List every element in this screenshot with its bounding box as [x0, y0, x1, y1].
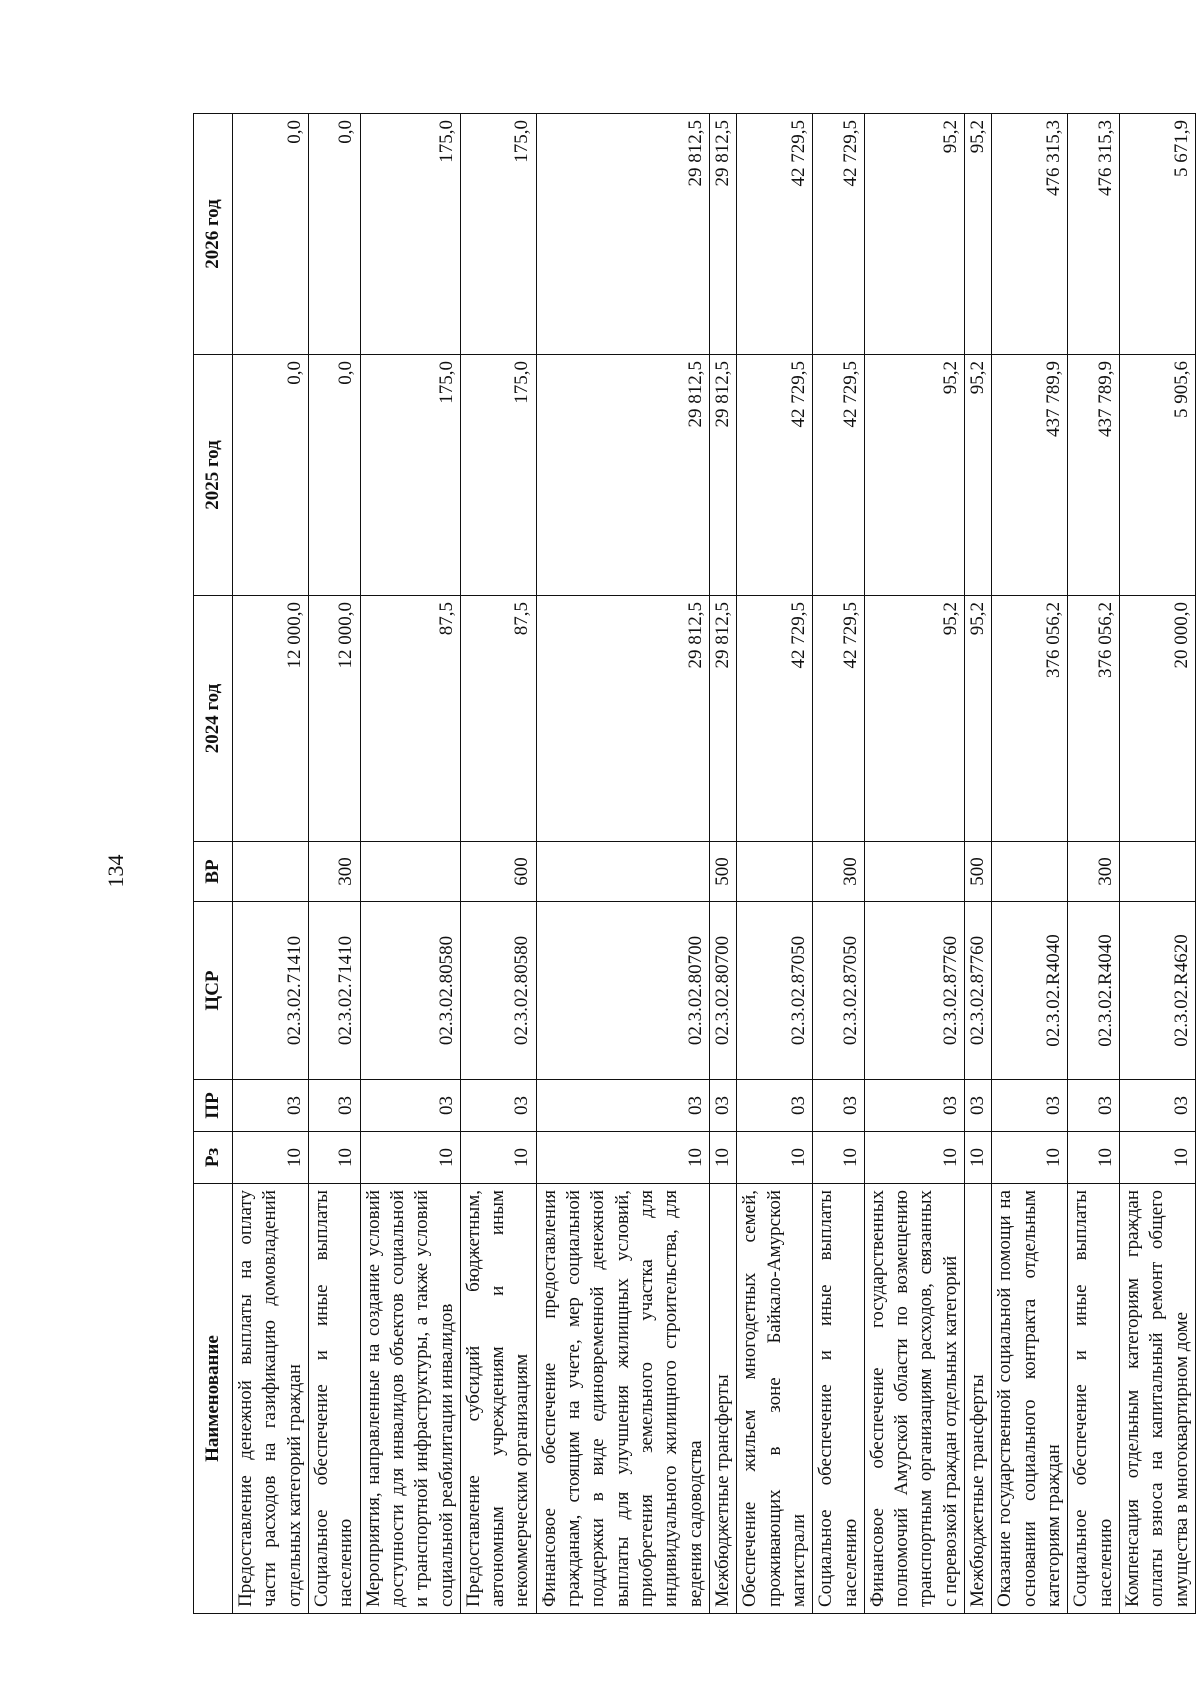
row-rz: 10 [536, 1132, 709, 1184]
row-csr: 02.3.02.71410 [233, 902, 309, 1080]
row-name: Социальное обеспечение и иные выплаты населению [1068, 1184, 1120, 1614]
row-2024: 95,2 [864, 596, 964, 842]
row-rz: 10 [965, 1132, 992, 1184]
row-2026: 5 671,9 [1119, 114, 1195, 355]
row-rz: 10 [233, 1132, 309, 1184]
row-2024: 20 000,0 [1119, 596, 1195, 842]
row-2026: 175,0 [460, 114, 536, 355]
row-2025: 95,2 [864, 355, 964, 596]
row-2024: 376 056,2 [992, 596, 1068, 842]
table-row [813, 114, 865, 1614]
row-name: Компенсация отдельным категориям граждан оплаты взноса на капитальный ремонт общего имущества в многоквартирном доме [1119, 1184, 1195, 1614]
table-row [1068, 114, 1120, 1614]
row-csr: 02.3.02.R4040 [1068, 902, 1120, 1080]
row-pr: 03 [864, 1080, 964, 1132]
row-csr: 02.3.02.R4620 [1119, 902, 1195, 1080]
row-2025: 5 905,6 [1119, 355, 1195, 596]
row-rz: 10 [360, 1132, 460, 1184]
row-csr: 02.3.02.87760 [965, 902, 992, 1080]
table-header-row [194, 114, 233, 1614]
col-header-2026: 2026 год [194, 114, 233, 355]
row-csr: 02.3.02.R4040 [992, 902, 1068, 1080]
row-vr [360, 842, 460, 902]
row-2024: 87,5 [460, 596, 536, 842]
table-row [360, 114, 460, 1614]
row-name: Социальное обеспечение и иные выплаты населению [813, 1184, 865, 1614]
row-name: Социальное обеспечение и иные выплаты населению [308, 1184, 360, 1614]
row-vr: 500 [965, 842, 992, 902]
row-2026: 175,0 [360, 114, 460, 355]
row-2026: 476 315,3 [1068, 114, 1120, 355]
row-pr: 03 [460, 1080, 536, 1132]
row-rz: 10 [813, 1132, 865, 1184]
row-rz: 10 [709, 1132, 736, 1184]
row-2025: 42 729,5 [737, 355, 813, 596]
row-2024: 29 812,5 [536, 596, 709, 842]
row-vr: 300 [308, 842, 360, 902]
col-header-pr: ПР [194, 1080, 233, 1132]
table-row [460, 114, 536, 1614]
row-2025: 42 729,5 [813, 355, 865, 596]
table-row [1119, 114, 1195, 1614]
row-2025: 175,0 [360, 355, 460, 596]
row-2025: 437 789,9 [992, 355, 1068, 596]
row-vr: 500 [709, 842, 736, 902]
row-2025: 0,0 [308, 355, 360, 596]
col-header-2025: 2025 год [194, 355, 233, 596]
row-pr: 03 [965, 1080, 992, 1132]
row-2026: 29 812,5 [536, 114, 709, 355]
col-header-name: Наименование [194, 1184, 233, 1614]
row-vr [536, 842, 709, 902]
row-2026: 42 729,5 [813, 114, 865, 355]
row-csr: 02.3.02.87050 [737, 902, 813, 1080]
row-2026: 476 315,3 [992, 114, 1068, 355]
table-row [965, 114, 992, 1614]
row-pr: 03 [308, 1080, 360, 1132]
row-2024: 87,5 [360, 596, 460, 842]
table-row [308, 114, 360, 1614]
row-2026: 0,0 [308, 114, 360, 355]
row-pr: 03 [1068, 1080, 1120, 1132]
row-2026: 0,0 [233, 114, 309, 355]
row-pr: 03 [536, 1080, 709, 1132]
row-vr [864, 842, 964, 902]
row-vr: 600 [460, 842, 536, 902]
row-name: Финансовое обеспечение государственных полномочий Амурской области по возмещению транспортным организациям расходов, связанных с перевозкой граждан отдельных категорий [864, 1184, 964, 1614]
row-pr: 03 [813, 1080, 865, 1132]
table-row [709, 114, 736, 1614]
page-number: 134 [103, 854, 128, 888]
row-2026: 95,2 [864, 114, 964, 355]
row-csr: 02.3.02.80700 [709, 902, 736, 1080]
row-csr: 02.3.02.71410 [308, 902, 360, 1080]
row-pr: 03 [992, 1080, 1068, 1132]
table-row [992, 114, 1068, 1614]
col-header-rz: Рз [194, 1132, 233, 1184]
row-rz: 10 [1119, 1132, 1195, 1184]
table-row [864, 114, 964, 1614]
row-2024: 95,2 [965, 596, 992, 842]
row-2024: 12 000,0 [233, 596, 309, 842]
row-csr: 02.3.02.87050 [813, 902, 865, 1080]
row-csr: 02.3.02.80580 [360, 902, 460, 1080]
table-row [737, 114, 813, 1614]
col-header-vr: ВР [194, 842, 233, 902]
row-2024: 376 056,2 [1068, 596, 1120, 842]
budget-table [193, 113, 1196, 1614]
row-vr: 300 [813, 842, 865, 902]
row-rz: 10 [308, 1132, 360, 1184]
row-name: Межбюджетные трансферты [965, 1184, 992, 1614]
row-pr: 03 [233, 1080, 309, 1132]
row-vr [233, 842, 309, 902]
row-rz: 10 [992, 1132, 1068, 1184]
row-2026: 29 812,5 [709, 114, 736, 355]
row-2024: 29 812,5 [709, 596, 736, 842]
row-rz: 10 [460, 1132, 536, 1184]
col-header-csr: ЦСР [194, 902, 233, 1080]
table-row [536, 114, 709, 1614]
row-pr: 03 [1119, 1080, 1195, 1132]
row-2024: 12 000,0 [308, 596, 360, 842]
row-vr [992, 842, 1068, 902]
row-2025: 95,2 [965, 355, 992, 596]
table-row [233, 114, 309, 1614]
row-2025: 29 812,5 [536, 355, 709, 596]
row-rz: 10 [864, 1132, 964, 1184]
row-vr [1119, 842, 1195, 902]
row-pr: 03 [360, 1080, 460, 1132]
row-name: Предоставление денежной выплаты на оплату части расходов на газификацию домовладений отдельных категорий граждан [233, 1184, 309, 1614]
row-2025: 29 812,5 [709, 355, 736, 596]
col-header-2024: 2024 год [194, 596, 233, 842]
row-name: Обеспечение жильем многодетных семей, проживающих в зоне Байкало-Амурской магистрали [737, 1184, 813, 1614]
row-vr: 300 [1068, 842, 1120, 902]
row-2024: 42 729,5 [813, 596, 865, 842]
row-rz: 10 [1068, 1132, 1120, 1184]
row-csr: 02.3.02.80700 [536, 902, 709, 1080]
row-2025: 0,0 [233, 355, 309, 596]
row-2026: 42 729,5 [737, 114, 813, 355]
rotated-table-container [193, 114, 1192, 1614]
row-name: Финансовое обеспечение предоставления гражданам, стоящим на учете, мер социальной поддержки в виде единовременной денежной выплаты для улучшения жилищных условий, приобретения земельного участка для индивидуального жилищного строительства, для ведения садоводства [536, 1184, 709, 1614]
row-name: Межбюджетные трансферты [709, 1184, 736, 1614]
row-2026: 95,2 [965, 114, 992, 355]
row-name: Мероприятия, направленные на создание условий доступности для инвалидов объектов социальной и транспортной инфраструктуры, а также условий социальной реабилитации инвалидов [360, 1184, 460, 1614]
row-name: Предоставление субсидий бюджетным, автономным учреждениям и иным некоммерческим организациям [460, 1184, 536, 1614]
row-rz: 10 [737, 1132, 813, 1184]
row-2025: 437 789,9 [1068, 355, 1120, 596]
row-pr: 03 [709, 1080, 736, 1132]
row-vr [737, 842, 813, 902]
row-name: Оказание государственной социальной помощи на основании социального контракта отдельным категориям граждан [992, 1184, 1068, 1614]
row-pr: 03 [737, 1080, 813, 1132]
row-2024: 42 729,5 [737, 596, 813, 842]
row-csr: 02.3.02.87760 [864, 902, 964, 1080]
table-body [233, 114, 1196, 1614]
row-2025: 175,0 [460, 355, 536, 596]
row-csr: 02.3.02.80580 [460, 902, 536, 1080]
